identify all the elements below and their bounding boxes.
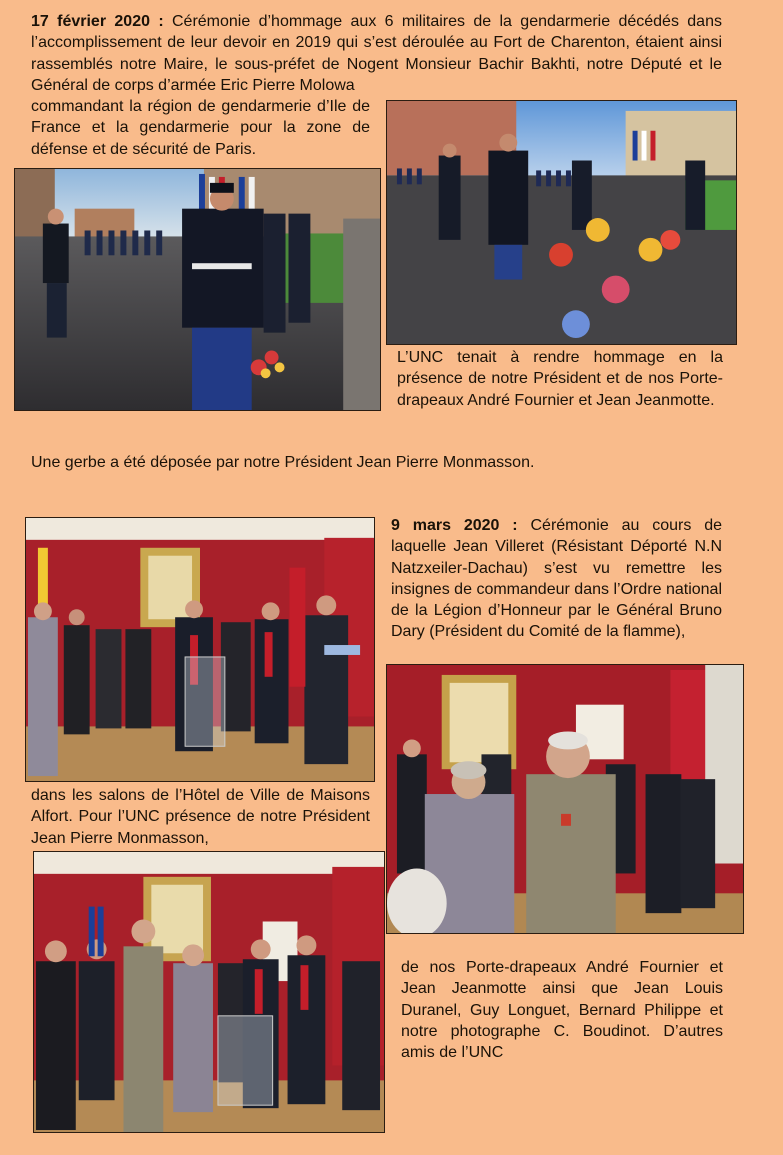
ceremony-photo-5	[33, 851, 385, 1133]
section1-intro	[31, 11, 722, 96]
ceremony-photo-2	[386, 100, 737, 345]
ceremony-photo-4	[386, 664, 744, 934]
section2-intro-text: Cérémonie au cours de laquelle Jean Villeret (Résistant Déporté N.N Natzxeiler-Dachau) s’est vu remettre les insignes de commandeur dans l’Ordre national de la Légion d’Honneur par le Général Bruno Dary (Président du Comité de la flamme),	[391, 517, 723, 641]
section2-porte-text: de nos Porte-drapeaux André Fournier et Jean Jeanmotte ainsi que Jean Louis Duranel, Guy Longuet, Bernard Philippe et notre photographe C. Boudinot. D’autres amis de l’UNC	[401, 959, 723, 1062]
section1-unc-text: L’UNC tenait à rendre hommage en la présence de notre Président et de nos Porte-drapeaux André Fournier et Jean Jeanmotte.	[397, 349, 723, 409]
section2-salons-text: dans les salons de l’Hôtel de Ville de Maisons Alfort. Pour l’UNC présence de notre Président Jean Pierre Monmasson,	[31, 787, 370, 847]
section2-intro	[391, 515, 722, 643]
section1-gerbe-text: Une gerbe a été déposée par notre Président Jean Pierre Monmasson.	[31, 454, 535, 471]
ceremony-photo-1	[14, 168, 381, 411]
section2-date: 9 mars 2020 :	[391, 517, 518, 534]
section1-date: 17 février 2020 :	[31, 13, 164, 30]
ceremony-photo-3	[25, 517, 375, 782]
section1-continuation: commandant la région de gendarmerie d’Ile de France et la gendarmerie pour la zone de défense et de sécurité de Paris.	[31, 98, 370, 158]
section1-intro-text: Cérémonie d’hommage aux 6 militaires de la gendarmerie décédés dans l’accomplissement de leur devoir en 2019 qui s’est déroulée au Fort de Charenton, étaient ainsi rassemblés notre Maire, le sous-préfet de Nogent Monsieur Bachir Bakhti, notre Député et le Général de corps d’armée Eric Pierre Molowa	[31, 13, 722, 94]
